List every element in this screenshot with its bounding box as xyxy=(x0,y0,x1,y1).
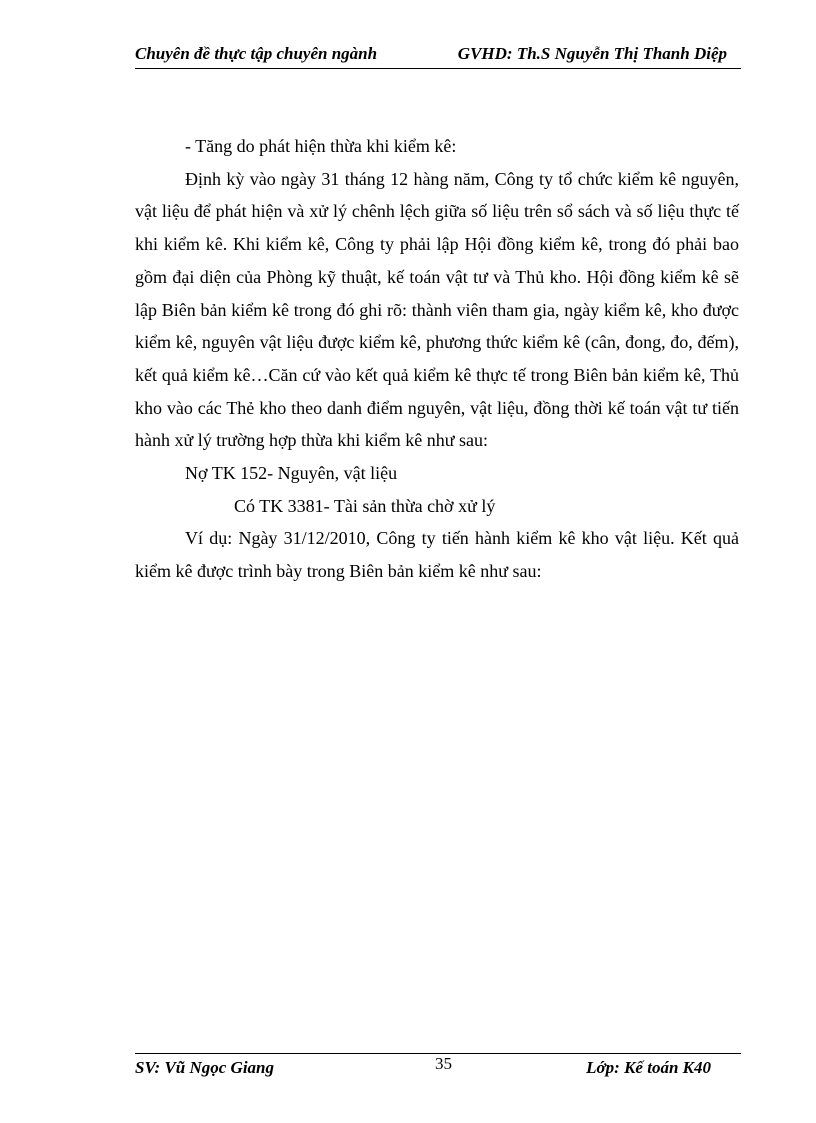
footer-class: Lớp: Kế toán K40 xyxy=(586,1058,711,1077)
page-footer xyxy=(135,1053,741,1080)
journal-entry-debit: Nợ TK 152- Nguyên, vật liệu xyxy=(185,463,398,484)
header-supervisor: GVHD: Th.S Nguyễn Thị Thanh Diệp xyxy=(457,44,727,63)
document-body xyxy=(135,130,739,588)
header-course-title: Chuyên đề thực tập chuyên ngành xyxy=(135,44,378,63)
page-header xyxy=(135,42,741,69)
page-number: 35 xyxy=(435,1054,452,1073)
footer-student-name: SV: Vũ Ngọc Giang xyxy=(135,1058,275,1077)
paragraph-inventory-procedure: Định kỳ vào ngày 31 tháng 12 hàng năm, Công ty tổ chức kiểm kê nguyên, vật liệu để phát hiện và xử lý chênh lệch giữa số liệu trên sổ sách và số liệu thực tế khi kiểm kê. Khi kiểm kê, Công ty phải lập Hội đồng kiểm kê, trong đó phải bao gồm đại diện của Phòng kỹ thuật, kế toán vật tư và Thủ kho. Hội đồng kiểm kê sẽ lập Biên bản kiểm kê trong đó ghi rõ: thành viên tham gia, ngày kiểm kê, kho được kiểm kê, nguyên vật liệu được kiểm kê, phương thức kiểm kê (cân, đong, đo, đếm), kết quả kiểm kê…Căn cứ vào kết quả kiểm kê thực tế trong Biên bản kiểm kê, Thủ kho vào các Thẻ kho theo danh điểm nguyên, vật liệu, đồng thời kế toán vật tư tiến hành xử lý trường hợp thừa khi kiểm kê như sau: xyxy=(135,168,739,451)
journal-entry-credit: Có TK 3381- Tài sản thừa chờ xử lý xyxy=(234,495,496,516)
paragraph-example: Ví dụ: Ngày 31/12/2010, Công ty tiến hành kiểm kê kho vật liệu. Kết quả kiểm kê được trình bày trong Biên bản kiểm kê như sau: xyxy=(135,528,739,582)
paragraph-heading: - Tăng do phát hiện thừa khi kiểm kê: xyxy=(185,136,457,156)
